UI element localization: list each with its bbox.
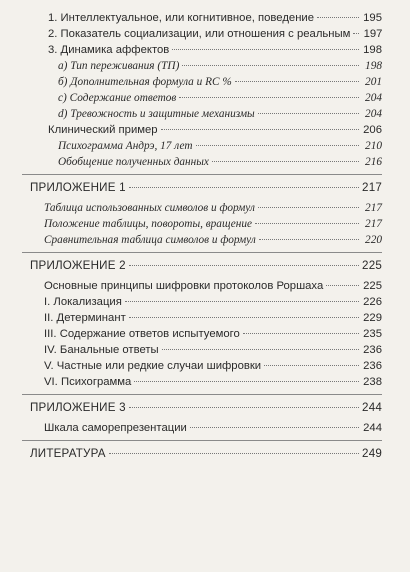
toc-page-number: 249 [362,447,382,460]
toc-entry-title: Таблица использованных символов и формул [44,202,255,214]
toc-entry-title: ПРИЛОЖЕНИЕ 1 [30,181,126,194]
toc-page-number: 235 [363,328,382,340]
toc-entry [30,154,382,170]
toc-entry-title: VI. Психограмма [44,376,132,388]
dot-leader [129,187,359,188]
toc-entry-title: 2. Показатель социализации, или отношения с реальным [48,28,351,40]
dot-leader [258,113,359,114]
toc-page-number: 198 [363,44,382,56]
toc-page-number: 197 [363,28,383,40]
dot-leader [326,285,359,286]
toc-page-number: 226 [363,296,382,308]
toc-entry-title: б) Дополнительная формула и RC % [58,76,232,88]
dot-leader [182,65,359,66]
toc-entry-title: с) Содержание ответов [58,92,177,104]
toc-entry-title: V. Частные или редкие случаи шифровки [44,360,262,372]
toc-page-number: 244 [362,401,382,414]
dot-leader [258,207,359,208]
toc-entry-title: d) Тревожность и защитные механизмы [58,108,255,120]
toc-section-heading [30,180,382,196]
dot-leader [129,407,359,408]
section-divider [22,440,382,441]
toc-entry-title: IV. Банальные ответы [44,344,159,356]
dot-leader [255,223,359,224]
toc-entry-title: а) Тип переживания (ТП) [58,60,180,72]
toc-page-number: 238 [363,376,382,388]
toc-entry [30,294,382,310]
toc-entry-title: 1. Интеллектуальное, или когнитивное, поведение [48,12,315,24]
toc-entry-title: Обобщение полученных данных [58,156,209,168]
dot-leader [317,17,359,18]
toc-section-heading [30,446,382,462]
dot-leader [235,81,359,82]
dot-leader [109,453,359,454]
toc-entry [30,42,382,58]
toc-entry [30,10,382,26]
toc-entry-title: ПРИЛОЖЕНИЕ 3 [30,401,126,414]
toc-entry-title: ЛИТЕРАТУРА [30,447,106,460]
toc-entry-title: II. Детерминант [44,312,126,324]
dot-leader [190,427,359,428]
toc-entry-title: Психограмма Андрэ, 17 лет [58,140,193,152]
toc-page-number: 225 [363,280,382,292]
toc-page-number: 220 [365,234,382,246]
toc-entry [30,138,382,154]
toc-page-number: 217 [365,202,382,214]
toc-entry [30,122,382,138]
toc-page-number: 216 [365,156,382,168]
toc-page-number: 217 [365,218,382,230]
toc-page-number: 217 [362,181,382,194]
toc-page-number: 229 [363,312,382,324]
toc-entry-title: 3. Динамика аффектов [48,44,170,56]
toc-entry [30,310,382,326]
toc-page-number: 236 [363,360,382,372]
toc-entry [30,200,382,216]
toc-entry [30,106,382,122]
toc-page-number: 206 [363,124,382,136]
dot-leader [212,161,359,162]
toc-page-number: 210 [365,140,382,152]
section-divider [22,252,382,253]
toc-entry-title: Клинический пример [48,124,158,136]
toc-entry [30,420,382,436]
toc-entry-title: Шкала саморепрезентации [44,422,187,434]
toc-page-number: 198 [365,60,382,72]
toc-page-number: 195 [363,12,382,24]
dot-leader [179,97,359,98]
dot-leader [129,317,359,318]
toc-entry [30,358,382,374]
toc-section-heading [30,400,382,416]
toc-page-number: 201 [365,76,382,88]
toc-entry-title: Положение таблицы, повороты, вращение [44,218,253,230]
toc-page-number: 236 [363,344,382,356]
section-divider [22,394,382,395]
toc-entry [30,374,382,390]
dot-leader [161,129,359,130]
toc-entry [30,26,382,42]
toc-section-heading [30,258,382,274]
toc-entry-title: Основные принципы шифровки протоколов Роршаха [44,280,324,292]
section-divider [22,174,382,175]
toc-entry-title: III. Содержание ответов испытуемого [44,328,240,340]
toc-entry-title: Сравнительная таблица символов и формул [44,234,256,246]
toc-page-number: 225 [362,259,382,272]
dot-leader [259,239,359,240]
toc-entry [30,74,382,90]
toc-page-number: 204 [365,108,382,120]
dot-leader [264,365,359,366]
toc-page-number: 204 [365,92,382,104]
dot-leader [129,265,359,266]
toc-page-number: 244 [363,422,382,434]
dot-leader [162,349,359,350]
toc-entry [30,342,382,358]
toc-entry [30,232,382,248]
dot-leader [134,381,359,382]
toc-entry [30,90,382,106]
dot-leader [125,301,359,302]
dot-leader [196,145,360,146]
dot-leader [353,33,359,34]
toc-entry [30,216,382,232]
dot-leader [243,333,359,334]
table-of-contents [30,10,382,462]
toc-entry-title: I. Локализация [44,296,122,308]
toc-entry-title: ПРИЛОЖЕНИЕ 2 [30,259,126,272]
toc-entry [30,278,382,294]
toc-entry [30,58,382,74]
toc-entry [30,326,382,342]
dot-leader [172,49,359,50]
